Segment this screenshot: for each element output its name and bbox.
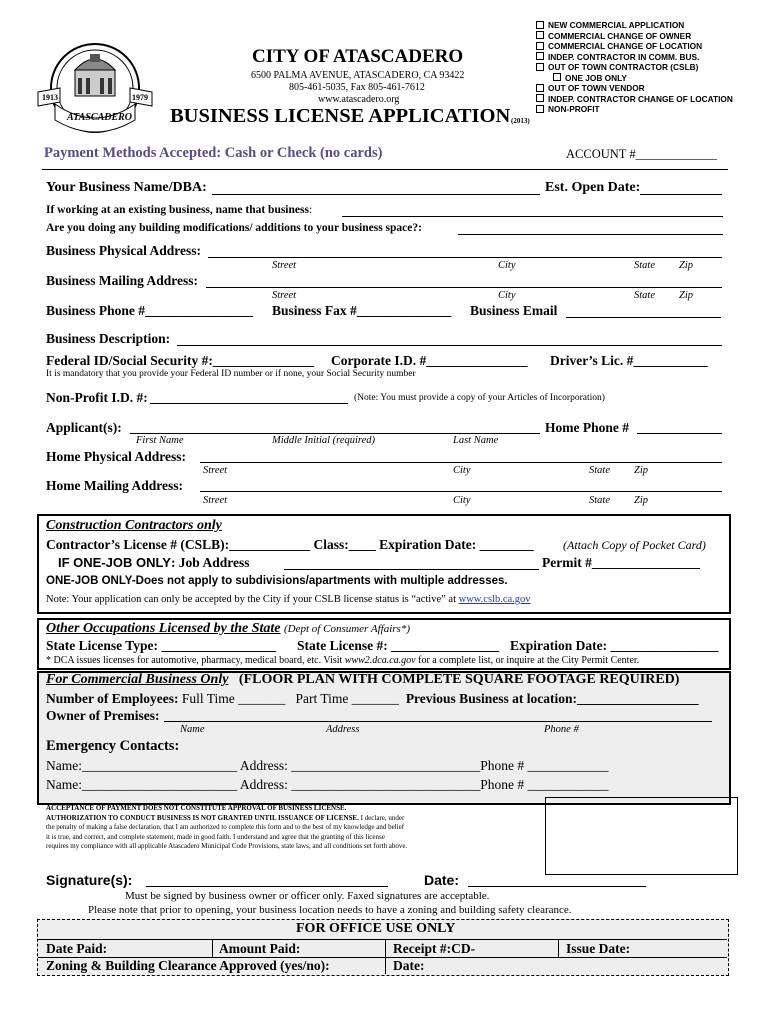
permit-field[interactable]: Permit #________________ xyxy=(542,555,700,570)
city-phone: 805-461-5035, Fax 805-461-7612 xyxy=(289,82,425,93)
checkbox-icon[interactable] xyxy=(536,21,544,29)
existing-business-label: If working at an existing business, name that business: xyxy=(46,204,313,216)
amount-paid-label: Amount Paid: xyxy=(219,941,301,956)
home-physical-field[interactable] xyxy=(200,462,722,463)
city-seal xyxy=(30,40,160,140)
checkbox-icon[interactable] xyxy=(536,105,544,113)
street-caption: Street xyxy=(272,260,297,271)
checkbox-change-owner[interactable]: COMMERCIAL CHANGE OF OWNER xyxy=(536,31,691,41)
dca-note: * DCA issues licenses for automotive, pharmacy, medical board, etc. Visit www2.dca.ca.gov for a complete list, or inquire at the City Permit Center. xyxy=(46,655,640,666)
acceptance-bold: ACCEPTANCE OF PAYMENT DOES NOT CONSTITUTE APPROVAL OF BUSINESS LICENSE. AUTHORIZATION TO CONDUCT BUSINESS IS NOT GRANTED UNTIL ISSUANCE OF LICENSE. xyxy=(46,804,359,822)
clearance-date-label: Date: xyxy=(393,958,425,973)
occupations-title: Other Occupations Licensed by the State xyxy=(46,621,281,636)
mailing-address-field[interactable] xyxy=(206,287,722,288)
checkbox-icon[interactable] xyxy=(536,63,544,71)
seal-text: ATASCADERO xyxy=(67,112,133,123)
form-title: BUSINESS LICENSE APPLICATION xyxy=(170,105,511,127)
applicant-label: Applicant(s): xyxy=(46,420,122,435)
receipt-stamp-box xyxy=(545,797,738,875)
office-divider-top xyxy=(38,939,727,940)
checkbox-icon[interactable] xyxy=(536,31,544,39)
form-year: (2013) xyxy=(511,117,530,125)
office-use-title: FOR OFFICE USE ONLY xyxy=(296,921,456,936)
mailing-address-label: Business Mailing Address: xyxy=(46,273,199,288)
home-phone-field[interactable] xyxy=(637,433,722,434)
header-divider xyxy=(42,169,728,170)
cslb-link[interactable]: www.cslb.ca.gov xyxy=(458,594,531,605)
open-date-label: Est. Open Date: xyxy=(545,180,641,195)
signature-note-1: Must be signed by business owner or officer only. Faxed signatures are acceptable. xyxy=(125,890,490,902)
home-mailing-field[interactable] xyxy=(200,491,722,492)
employees-row xyxy=(46,691,698,707)
state-caption: State xyxy=(589,465,610,476)
zoning-clearance-label: Zoning & Building Clearance Approved (yes/no): xyxy=(46,958,330,973)
declaration-text: I declare, under the penalty of making a false declaration, that I am authorized to complete this form and to the best of my knowledge and belief it is true, and correct, and complete statement, made in good faith. I understand and agree that the granting of this license requires my compliance with all applicable Atascadero Municipal Code Provisions, state laws, and all conditions set forth above. xyxy=(46,813,408,851)
drivers-license-field[interactable]: Driver’s Lic. #___________ xyxy=(550,353,708,368)
existing-business-field[interactable] xyxy=(342,216,723,217)
issue-date-label: Issue Date: xyxy=(566,941,631,956)
state-license-number-field[interactable]: State License #: ________________ xyxy=(297,638,500,653)
home-phone-label: Home Phone # xyxy=(545,420,629,435)
checkbox-icon[interactable] xyxy=(536,52,544,60)
owner-name-caption: Name xyxy=(180,724,205,735)
office-col-divider-2 xyxy=(385,939,386,974)
contractor-license-field[interactable]: Contractor’s License # (CSLB):____________ Class:____ Expiration Date: ________ xyxy=(46,537,534,552)
business-description-field[interactable] xyxy=(177,345,722,346)
business-name-field[interactable] xyxy=(212,194,540,195)
acceptance-text xyxy=(46,804,408,852)
emergency-contact-1[interactable]: Name:_______________________ Address: ____________________________Phone # ____________ xyxy=(46,758,609,773)
city-caption: City xyxy=(498,290,516,301)
checkbox-icon[interactable] xyxy=(536,42,544,50)
nonprofit-id-field[interactable] xyxy=(150,403,348,404)
commercial-title: For Commercial Business Only xyxy=(46,672,229,687)
floor-plan-note: (FLOOR PLAN WITH COMPLETE SQUARE FOOTAGE REQUIRED) xyxy=(238,672,680,687)
zip-caption: Zip xyxy=(634,465,649,476)
occupations-header xyxy=(46,621,410,637)
state-license-type-field[interactable]: State License Type: _________________ xyxy=(46,638,277,653)
signature-note-2: Please note that prior to opening, your business location needs to have a zoning and building safety clearance. xyxy=(88,904,572,916)
street-caption: Street xyxy=(272,290,297,301)
business-email-field[interactable] xyxy=(566,317,721,318)
job-address-field[interactable] xyxy=(284,569,539,570)
owner-premises-label: Owner of Premises: xyxy=(46,708,160,723)
city-caption: City xyxy=(453,495,471,506)
zip-caption: Zip xyxy=(679,290,694,301)
street-caption: Street xyxy=(203,495,228,506)
nonprofit-id-label: Non-Profit I.D. #: xyxy=(46,390,148,405)
job-address-label: : Job Address xyxy=(170,555,250,570)
checkbox-icon[interactable] xyxy=(536,94,544,102)
city-name: CITY OF ATASCADERO xyxy=(252,46,464,67)
seal-year-left: 1913 xyxy=(42,93,58,102)
open-date-field[interactable] xyxy=(640,194,722,195)
state-caption: State xyxy=(589,495,610,506)
part-time-field[interactable]: Part Time _______ xyxy=(295,691,400,706)
checkbox-indep-contractor[interactable]: INDEP. CONTRACTOR IN COMM. BUS. xyxy=(536,52,699,62)
state-caption: State xyxy=(634,260,655,271)
checkbox-out-of-town-vendor[interactable]: OUT OF TOWN VENDOR xyxy=(536,83,645,93)
emergency-contacts-label: Emergency Contacts: xyxy=(46,738,180,754)
first-name-caption: First Name xyxy=(136,435,184,446)
signature-label: Signature(s): xyxy=(46,872,133,888)
cslb-note: Note: Your application can only be accepted by the City if your CSLB license status is “active” at www.cslb.ca.gov xyxy=(46,594,531,605)
city-web: www.atascadero.org xyxy=(318,94,400,105)
city-caption: City xyxy=(498,260,516,271)
last-name-caption: Last Name xyxy=(453,435,499,446)
payment-methods: Payment Methods Accepted: Cash or Check (no cards) xyxy=(44,145,383,161)
office-col-divider-1 xyxy=(212,939,213,957)
federal-id-note: It is mandatory that you provide your Federal ID number or if none, your Social Security number xyxy=(46,369,416,379)
owner-address-caption: Address xyxy=(326,724,360,735)
business-name-label: Your Business Name/DBA: xyxy=(46,180,207,195)
receipt-label: Receipt #:CD- xyxy=(393,941,476,956)
previous-business-field[interactable]: Previous Business at location:__________________ xyxy=(405,691,699,706)
street-caption: Street xyxy=(203,465,228,476)
city-address: 6500 PALMA AVENUE, ATASCADERO, CA 93422 xyxy=(251,70,465,81)
occupations-dept: (Dept of Consumer Affairs*) xyxy=(284,623,410,635)
one-job-note: ONE-JOB ONLY-Does not apply to subdivisions/apartments with multiple addresses. xyxy=(46,575,508,587)
corporate-id-field[interactable]: Corporate I.D. #_______________ xyxy=(331,353,528,368)
city-caption: City xyxy=(453,465,471,476)
dca-link[interactable]: www2.dca.ca.gov xyxy=(344,655,416,666)
applicant-field[interactable] xyxy=(130,433,540,434)
account-number: ACCOUNT #_____________ xyxy=(566,147,717,161)
checkbox-icon[interactable] xyxy=(553,73,561,81)
physical-address-field[interactable] xyxy=(208,257,722,258)
checkbox-new-commercial[interactable]: NEW COMMERCIAL APPLICATION xyxy=(536,20,684,30)
owner-phone-caption: Phone # xyxy=(544,724,579,735)
physical-address-label: Business Physical Address: xyxy=(46,243,202,258)
checkbox-icon[interactable] xyxy=(536,84,544,92)
signature-field[interactable] xyxy=(146,886,388,887)
full-time-field[interactable]: Full Time _______ xyxy=(181,691,286,706)
nonprofit-note: (Note: You must provide a copy of your Articles of Incorporation) xyxy=(354,393,605,403)
checkbox-out-of-town-contractor[interactable]: OUT OF TOWN CONTRACTOR (CSLB) xyxy=(536,62,698,72)
office-col-divider-3 xyxy=(558,939,559,957)
modifications-label: Are you doing any building modifications/ additions to your business space?: xyxy=(46,222,422,234)
checkbox-contractor-change-location[interactable]: INDEP. CONTRACTOR CHANGE OF LOCATION xyxy=(536,94,733,104)
business-description-label: Business Description: xyxy=(46,331,171,346)
contractors-title: Construction Contractors only xyxy=(46,518,222,533)
business-phone-field[interactable]: Business Phone #________________ xyxy=(46,303,254,318)
business-email-label: Business Email xyxy=(470,303,558,318)
date-paid-label: Date Paid: xyxy=(46,941,108,956)
commercial-header xyxy=(46,672,679,688)
emergency-contact-2[interactable]: Name:_______________________ Address: ____________________________Phone # ____________ xyxy=(46,777,609,792)
checkbox-non-profit[interactable]: NON-PROFIT xyxy=(536,104,600,114)
business-fax-field[interactable]: Business Fax #______________ xyxy=(272,303,452,318)
signature-date-label: Date: xyxy=(424,872,460,888)
seal-year-right: 1979 xyxy=(132,93,148,102)
owner-premises-field[interactable] xyxy=(164,721,712,722)
signature-date-field[interactable] xyxy=(468,886,646,887)
state-license-expiration-field[interactable]: Expiration Date: ________________ xyxy=(510,638,719,653)
one-job-label: IF ONE-JOB ONLY xyxy=(58,555,171,570)
one-job-row xyxy=(58,555,249,571)
zip-caption: Zip xyxy=(634,495,649,506)
zip-caption: Zip xyxy=(679,260,694,271)
home-physical-label: Home Physical Address: xyxy=(46,449,187,464)
state-caption: State xyxy=(634,290,655,301)
modifications-field[interactable] xyxy=(458,234,723,235)
home-mailing-label: Home Mailing Address: xyxy=(46,478,184,493)
employees-label: Number of Employees: xyxy=(46,691,179,706)
federal-id-field[interactable]: Federal ID/Social Security #:_______________ xyxy=(46,353,315,368)
checkbox-one-job-only[interactable]: ONE JOB ONLY xyxy=(553,73,627,83)
attach-pocket-card-note: (Attach Copy of Pocket Card) xyxy=(563,538,706,552)
checkbox-change-location[interactable]: COMMERCIAL CHANGE OF LOCATION xyxy=(536,41,702,51)
middle-initial-caption: Middle Initial (required) xyxy=(272,435,376,446)
